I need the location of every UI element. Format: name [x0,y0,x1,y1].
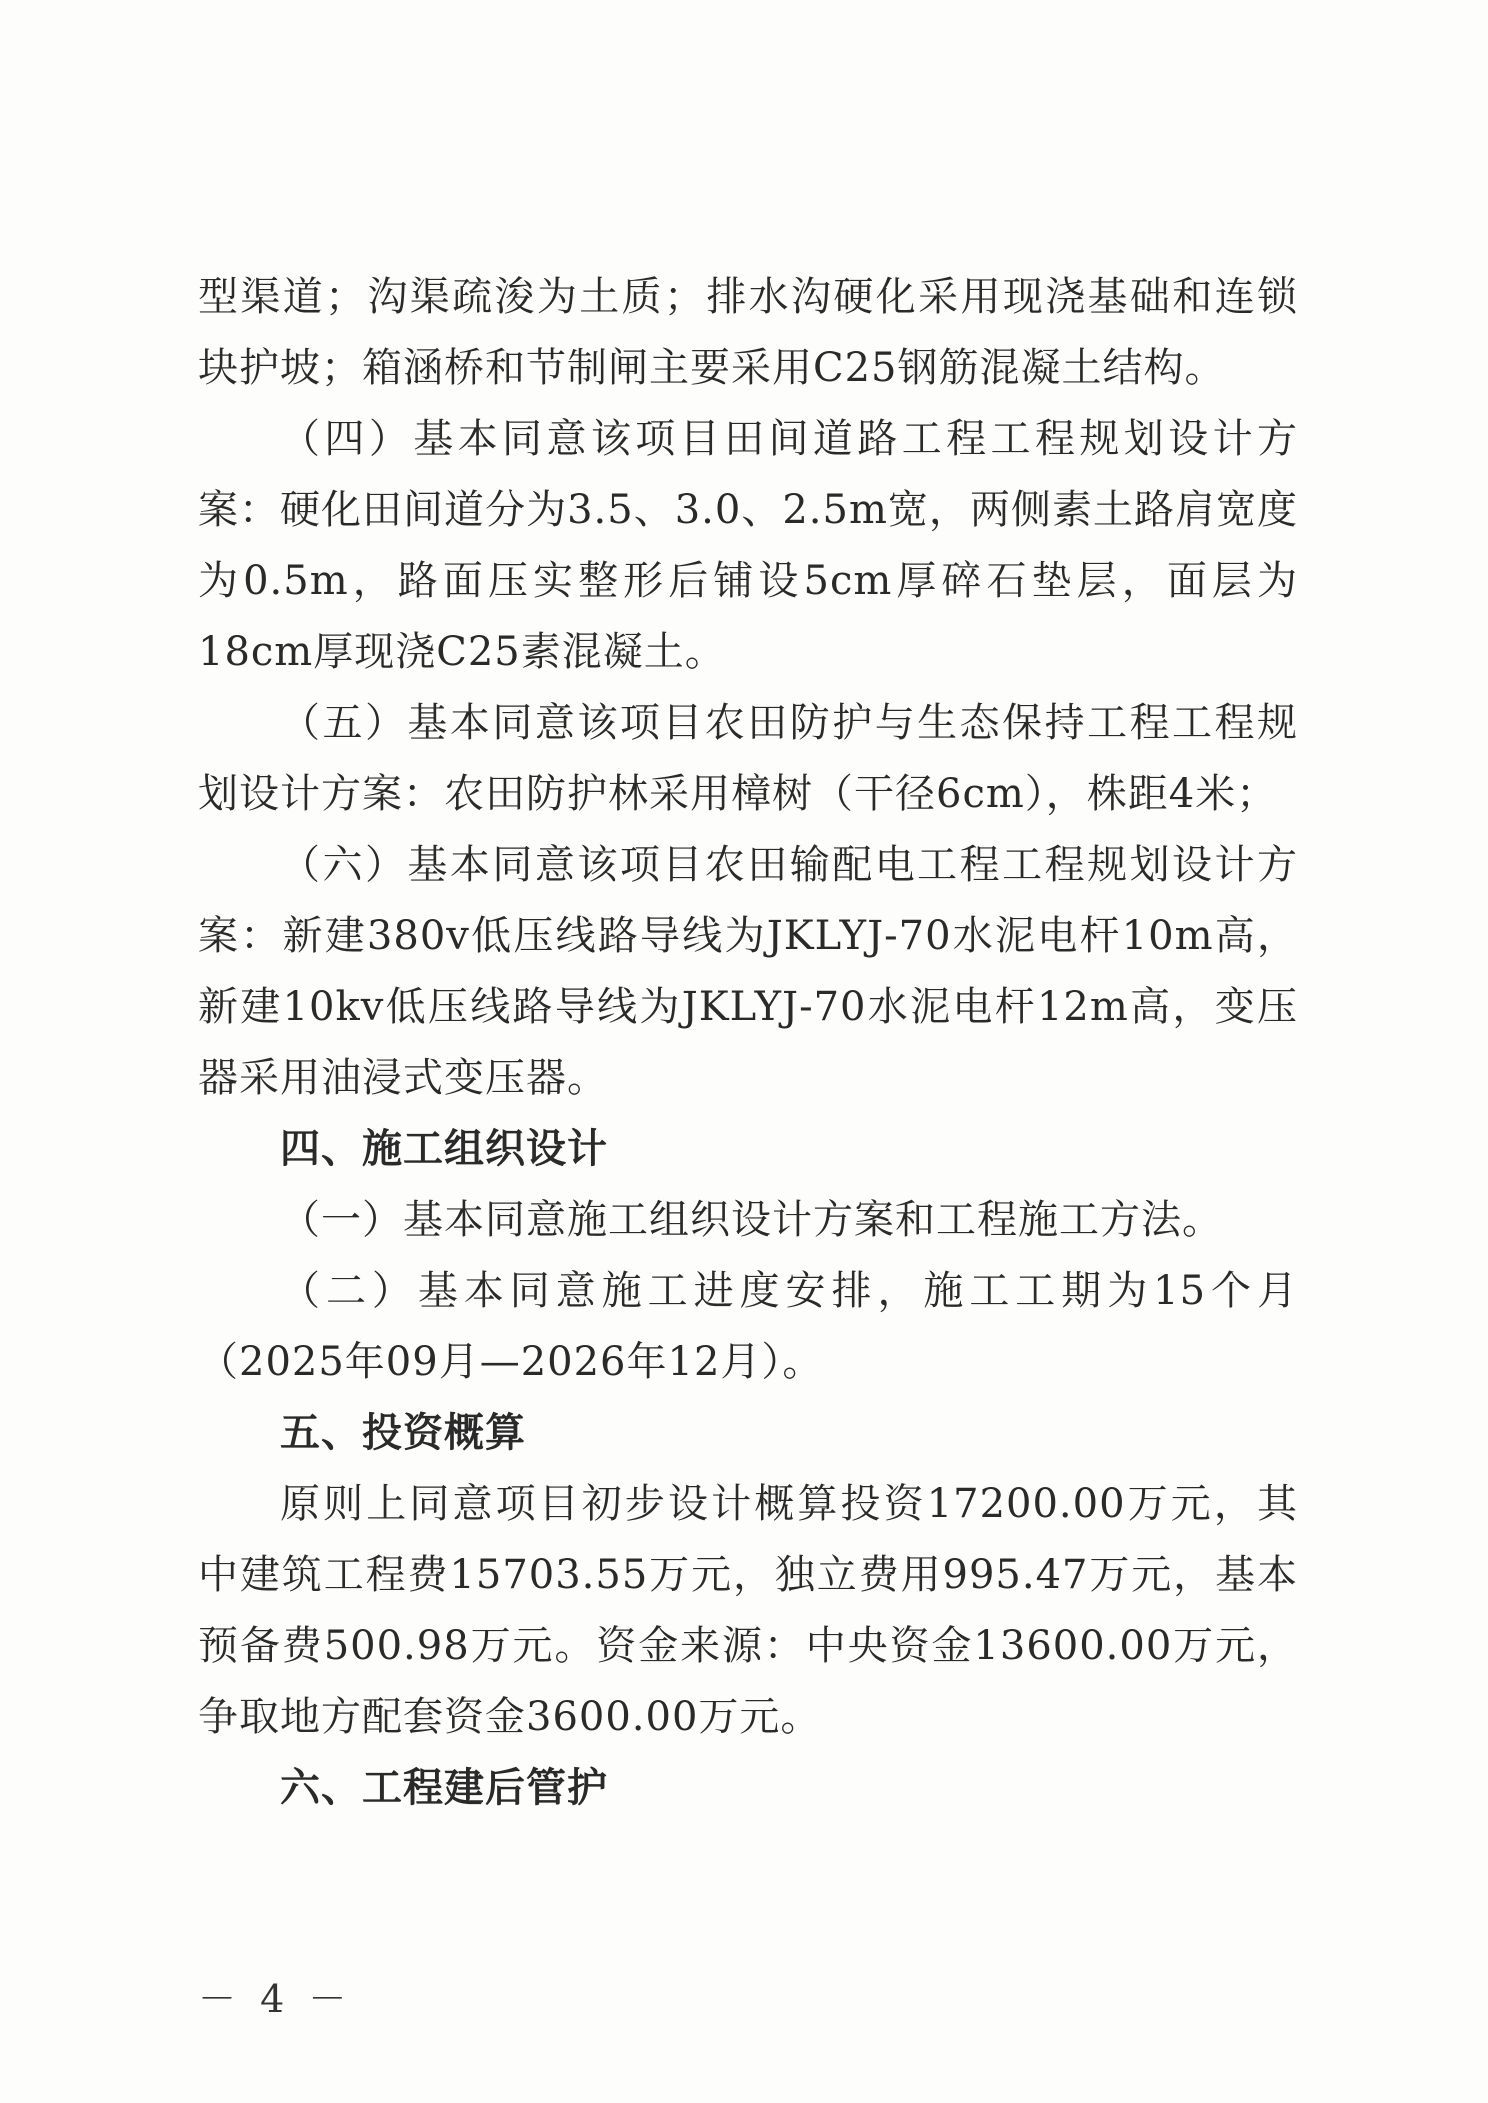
paragraph-investment-details: 原则上同意项目初步设计概算投资17200.00万元，其中建筑工程费15703.55万元，独立费用995.47万元，基本预备费500.98万元。资金来源：中央资金13600.00万元，争取地方配套资金3600.00万元。 [198,1481,1298,1740]
paragraph-power-distribution: （六）基本同意该项目农田输配电工程工程规划设计方案：新建380v低压线路导线为JKLYJ-70水泥电杆10m高，新建10kv低压线路导线为JKLYJ-70水泥电杆12m高，变压器采用油浸式变压器。 [198,842,1298,1101]
paragraph-construction-method: （一）基本同意施工组织设计方案和工程施工方法。 [280,1197,1223,1243]
section-heading-post-construction-management: 六、工程建后管护 [280,1765,608,1811]
section-heading-investment-estimate: 五、投资概算 [280,1410,526,1456]
page-number: － 4 － [198,1977,353,2021]
paragraph-farmland-protection: （五）基本同意该项目农田防护与生态保持工程工程规划设计方案：农田防护林采用樟树（干径6cm），株距4米； [198,700,1298,817]
paragraph-drainage-structures: 型渠道；沟渠疏浚为土质；排水沟硬化采用现浇基础和连锁块护坡；箱涵桥和节制闸主要采用C25钢筋混凝土结构。 [198,274,1298,391]
paragraph-construction-schedule: （二）基本同意施工进度安排，施工工期为15个月（2025年09月—2026年12月）。 [198,1268,1298,1385]
paragraph-field-road-engineering: （四）基本同意该项目田间道路工程工程规划设计方案：硬化田间道分为3.5、3.0、2.5m宽，两侧素土路肩宽度为0.5m，路面压实整形后铺设5cm厚碎石垫层，面层为18cm厚现浇C25素混凝土。 [198,416,1298,675]
section-heading-construction-organization: 四、施工组织设计 [280,1126,608,1172]
document-body [198,262,1298,1824]
